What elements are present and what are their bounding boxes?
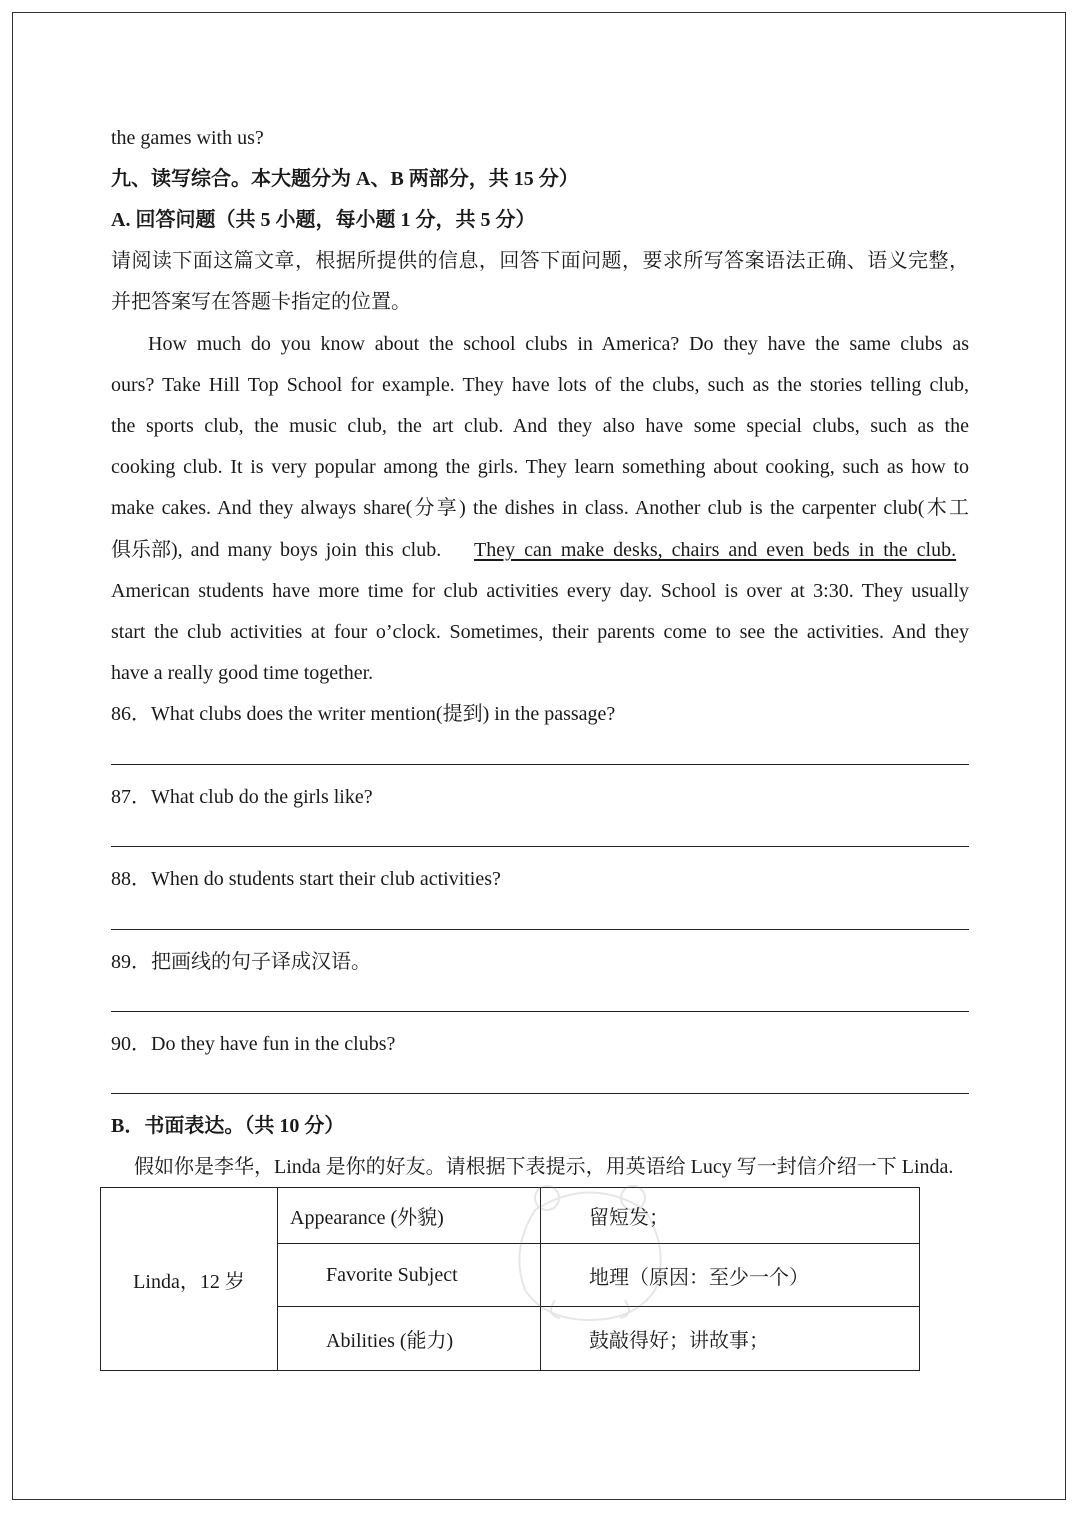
passage-line: American students have more time for club activities every day. School is over at 3:30. They usually [111, 580, 969, 602]
info-table [100, 1187, 920, 1371]
answer-line-87[interactable] [111, 846, 969, 847]
row-value: 鼓敲得好；讲故事； [541, 1307, 920, 1371]
continued-line: the games with us? [111, 127, 264, 149]
passage-line: ours? Take Hill Top School for example. They have lots of the clubs, such as the stories telling club, [111, 374, 969, 396]
row-label: Appearance (外貌) [278, 1188, 541, 1244]
question-87: 87．What club do the girls like? [111, 786, 373, 808]
instruction-line-1: 请阅读下面这篇文章，根据所提供的信息，回答下面问题，要求所写答案语法正确、语义完整， [111, 250, 969, 272]
passage-line: 俱乐部), and many boys join this club. [111, 539, 442, 561]
row-value: 地理（原因：至少一个） [541, 1244, 920, 1307]
row-label: Favorite Subject [278, 1244, 541, 1307]
section-title: 九、读写综合。本大题分为 A、B 两部分，共 15 分） [111, 168, 579, 190]
answer-line-86[interactable] [111, 764, 969, 765]
underlined-sentence: They can make desks, chairs and even beds in the club. [474, 539, 957, 561]
part-b-title: B．书面表达。（共 10 分） [111, 1115, 345, 1137]
question-90: 90．Do they have fun in the clubs? [111, 1033, 396, 1055]
person-label: Linda，12 岁 [133, 1270, 245, 1293]
row-label: Abilities (能力) [278, 1307, 541, 1371]
passage-line: the sports club, the music club, the art club. And they also have some special clubs, such as the [111, 415, 969, 437]
answer-line-90[interactable] [111, 1093, 969, 1094]
passage-line: have a really good time together. [111, 662, 374, 684]
passage-line: cooking club. It is very popular among the girls. They learn something about cooking, such as how to [111, 456, 969, 478]
instruction-line-2: 并把答案写在答题卡指定的位置。 [111, 291, 411, 313]
writing-prompt: 假如你是李华，Linda 是你的好友。请根据下表提示，用英语给 Lucy 写一封信介绍一下 Linda. [134, 1156, 954, 1178]
question-86: 86．What clubs does the writer mention(提到) in the passage? [111, 703, 616, 725]
row-value: 留短发； [541, 1188, 920, 1244]
passage-line: How much do you know about the school clubs in America? Do they have the same clubs as [148, 333, 969, 355]
part-a-title: A. 回答问题（共 5 小题，每小题 1 分，共 5 分） [111, 209, 536, 231]
passage-line: make cakes. And they always share(分享) the dishes in class. Another club is the carpenter club(木工 [111, 497, 969, 519]
answer-line-89[interactable] [111, 1011, 969, 1012]
question-89: 89．把画线的句子译成汉语。 [111, 951, 371, 973]
answer-line-88[interactable] [111, 929, 969, 930]
question-88: 88．When do students start their club activities? [111, 868, 501, 890]
person-cell [101, 1188, 278, 1371]
passage-line: start the club activities at four o’clock. Sometimes, their parents come to see the activities. And they [111, 621, 969, 643]
